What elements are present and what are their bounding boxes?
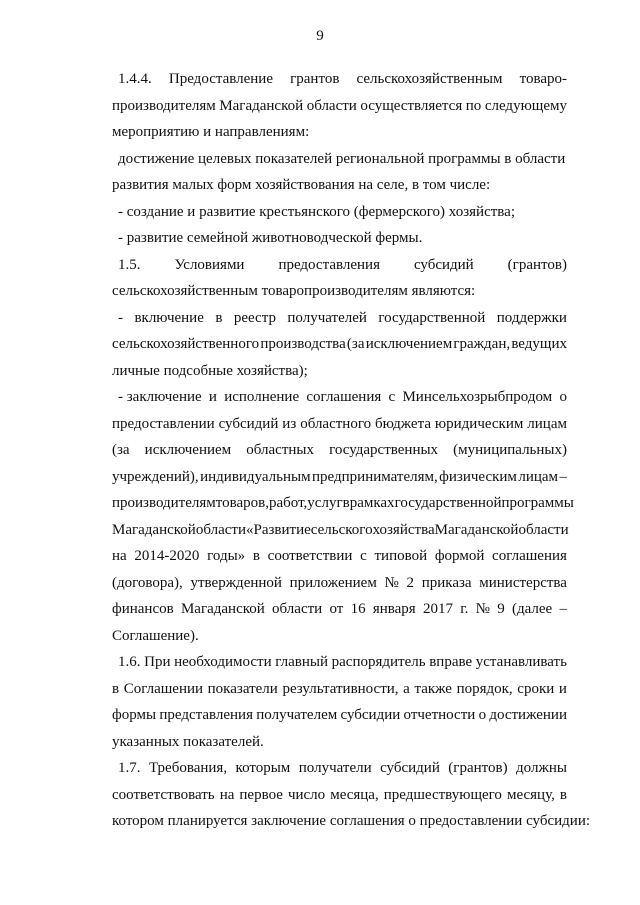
word: –: [559, 601, 567, 617]
word: Условиями: [174, 257, 245, 273]
word: месяцу,: [506, 787, 555, 803]
word: вправе: [429, 654, 473, 670]
word: министерства: [479, 575, 567, 591]
condition-2-line-9: [112, 600, 567, 618]
page-number: 9: [316, 28, 324, 44]
word: (за: [346, 336, 365, 352]
word: необходимости: [174, 654, 272, 670]
word: на: [219, 787, 235, 803]
word: приложением: [289, 575, 377, 591]
word: приказа: [421, 575, 472, 591]
word: с: [360, 548, 367, 564]
word: юридическим: [434, 416, 524, 432]
word: предшествующего: [383, 787, 502, 803]
para-1-6-line-3: [112, 706, 567, 724]
word: сроки: [517, 681, 555, 697]
word: от: [329, 601, 344, 617]
word: с: [388, 389, 396, 405]
word: учреждений),: [112, 469, 199, 485]
word: сельскохозяйственного: [112, 336, 260, 352]
word: годы»: [207, 548, 246, 564]
para-1-7-line-2: [112, 786, 567, 804]
word: (муниципальных): [453, 442, 567, 458]
word: –: [559, 469, 567, 485]
word: рамках: [349, 495, 395, 511]
word: граждан,: [453, 336, 511, 352]
word: распорядитель: [331, 654, 426, 670]
word: При: [144, 654, 171, 670]
word: которым: [235, 760, 291, 776]
condition-2-line-1: [118, 388, 567, 406]
condition-2-line-7: [112, 547, 567, 565]
word: 1.7.: [118, 760, 141, 776]
word: товаров,: [215, 495, 270, 511]
word: следующему: [484, 98, 567, 114]
word: формы: [112, 707, 157, 723]
condition-2-line-5: [112, 494, 574, 512]
word: 16: [350, 601, 366, 617]
word: (грантов): [448, 760, 508, 776]
word: государственной: [394, 495, 502, 511]
word: на: [112, 548, 127, 564]
word: производства: [260, 336, 346, 352]
word: порядок,: [456, 681, 513, 697]
condition-1-line-3: личные подсобные хозяйства);: [112, 363, 308, 379]
word: (за: [112, 442, 130, 458]
directions-intro-line-2: развития малых форм хозяйствования на селе, в том числе:: [112, 177, 491, 193]
condition-2-line-2: [112, 415, 567, 433]
word: области: [272, 601, 323, 617]
word: соглашения: [492, 548, 567, 564]
word: достижении: [489, 707, 567, 723]
condition-1-line-1: [118, 309, 567, 327]
para-1-6-line-1: [118, 653, 567, 671]
word: -: [118, 310, 123, 326]
word: «Развитие: [246, 522, 311, 538]
word: соглашения: [306, 389, 382, 405]
word: отчетности: [403, 707, 476, 723]
word: предоставления: [278, 257, 380, 273]
word: предпринимателям,: [312, 469, 438, 485]
word: исключением: [365, 336, 453, 352]
word: включение: [134, 310, 204, 326]
word: сельскохозяйственным: [356, 71, 503, 87]
word: Предоставление: [168, 71, 273, 87]
word: государственных: [329, 442, 439, 458]
para-1-5-line-2: сельскохозяйственным товаропроизводителям являются:: [112, 283, 476, 299]
word: месяца,: [330, 787, 379, 803]
word: г.: [460, 601, 469, 617]
word: 1.6.: [118, 654, 141, 670]
condition-2-line-10: Соглашение).: [112, 628, 199, 644]
word: в: [559, 787, 567, 803]
word: государственной: [378, 310, 486, 326]
word: 9: [497, 601, 505, 617]
word: получателем: [256, 707, 338, 723]
word: лицам: [518, 469, 559, 485]
word: субсидий: [218, 416, 279, 432]
direction-item-2: - развитие семейной животноводческой фермы.: [118, 230, 423, 246]
word: января: [372, 601, 416, 617]
word: поддержки: [496, 310, 567, 326]
condition-2-line-8: [112, 574, 567, 592]
word: первое: [239, 787, 283, 803]
condition-2-line-4: [112, 468, 567, 486]
para-1-7-line-3: котором планируется заключение соглашения о предоставлении субсидии:: [112, 813, 591, 829]
word: устанавливать: [475, 654, 567, 670]
word: Магаданской: [434, 522, 519, 538]
word: по: [465, 98, 482, 114]
word: 1.4.4.: [118, 71, 152, 87]
word: индивидуальным: [200, 469, 311, 485]
word: должны: [516, 760, 567, 776]
word: грантов: [290, 71, 340, 87]
word: области: [518, 522, 569, 538]
word: Магаданской: [180, 601, 265, 617]
word: (договора),: [112, 575, 183, 591]
word: №: [475, 601, 490, 617]
condition-1-line-2: [112, 335, 567, 353]
word: из: [282, 416, 297, 432]
word: областных: [246, 442, 314, 458]
word: предоставлении: [112, 416, 215, 432]
word: число: [287, 787, 326, 803]
word: (грантов): [507, 257, 567, 273]
word: - заключение: [118, 389, 202, 405]
para-1-4-4-line-1: [118, 70, 567, 88]
word: Минсельхозрыбпродом: [402, 389, 553, 405]
word: Магаданской: [219, 98, 304, 114]
word: Требования,: [148, 760, 228, 776]
word: субсидии: [340, 707, 401, 723]
word: физическим: [439, 469, 517, 485]
word: а: [403, 681, 410, 697]
word: и: [558, 681, 567, 697]
word: бюджета: [375, 416, 431, 432]
word: осуществляется: [360, 98, 463, 114]
word: показатели: [207, 681, 278, 697]
word: получатели: [298, 760, 372, 776]
word: 2017: [422, 601, 453, 617]
word: Магаданской: [112, 522, 196, 538]
word: реестр: [233, 310, 276, 326]
word: ведущих: [511, 336, 567, 352]
direction-item-1: - создание и развитие крестьянского (фермерского) хозяйства;: [118, 204, 515, 220]
word: соответствовать: [112, 787, 215, 803]
word: 2014-2020: [134, 548, 200, 564]
word: 2: [406, 575, 415, 591]
word: программы: [501, 495, 574, 511]
word: области: [195, 522, 246, 538]
word: утвержденной: [190, 575, 282, 591]
word: услуг: [307, 495, 343, 511]
word: исполнение: [224, 389, 300, 405]
para-1-5-line-1: [118, 256, 567, 274]
word: 1.5.: [118, 257, 141, 273]
para-1-6-line-4: указанных показателей.: [112, 734, 264, 750]
word: товаро-: [519, 71, 567, 87]
word: в: [112, 681, 120, 697]
para-1-6-line-2: [112, 680, 567, 698]
word: сельского: [310, 522, 373, 538]
word: типовой: [374, 548, 428, 564]
word: субсидий: [413, 257, 474, 273]
word: в: [342, 495, 350, 511]
word: производителям: [112, 495, 216, 511]
word: областного: [300, 416, 372, 432]
word: главный: [275, 654, 329, 670]
word: финансов: [112, 601, 174, 617]
word: (далее: [511, 601, 553, 617]
word: производителям: [112, 98, 216, 114]
word: результативности,: [282, 681, 399, 697]
word: о: [478, 707, 487, 723]
word: и: [208, 389, 217, 405]
word: также: [414, 681, 452, 697]
word: субсидий: [380, 760, 440, 776]
condition-2-line-3: [112, 441, 567, 459]
word: Соглашении: [123, 681, 204, 697]
word: о: [559, 389, 567, 405]
para-1-4-4-line-3: мероприятию и направлениям:: [112, 124, 310, 140]
word: соответствии: [267, 548, 353, 564]
word: работ,: [269, 495, 308, 511]
para-1-4-4-line-2: [112, 97, 567, 115]
word: исключением: [144, 442, 232, 458]
para-1-7-line-1: [118, 759, 567, 777]
directions-intro-line-1: достижение целевых показателей региональной программы в области: [118, 151, 566, 167]
word: представления: [159, 707, 253, 723]
word: получателей: [287, 310, 367, 326]
condition-2-line-6: [112, 521, 567, 539]
word: области: [306, 98, 357, 114]
word: хозяйства: [372, 522, 435, 538]
word: в: [252, 548, 260, 564]
word: в: [215, 310, 223, 326]
word: формой: [434, 548, 485, 564]
word: лицам: [527, 416, 567, 432]
word: №: [384, 575, 399, 591]
